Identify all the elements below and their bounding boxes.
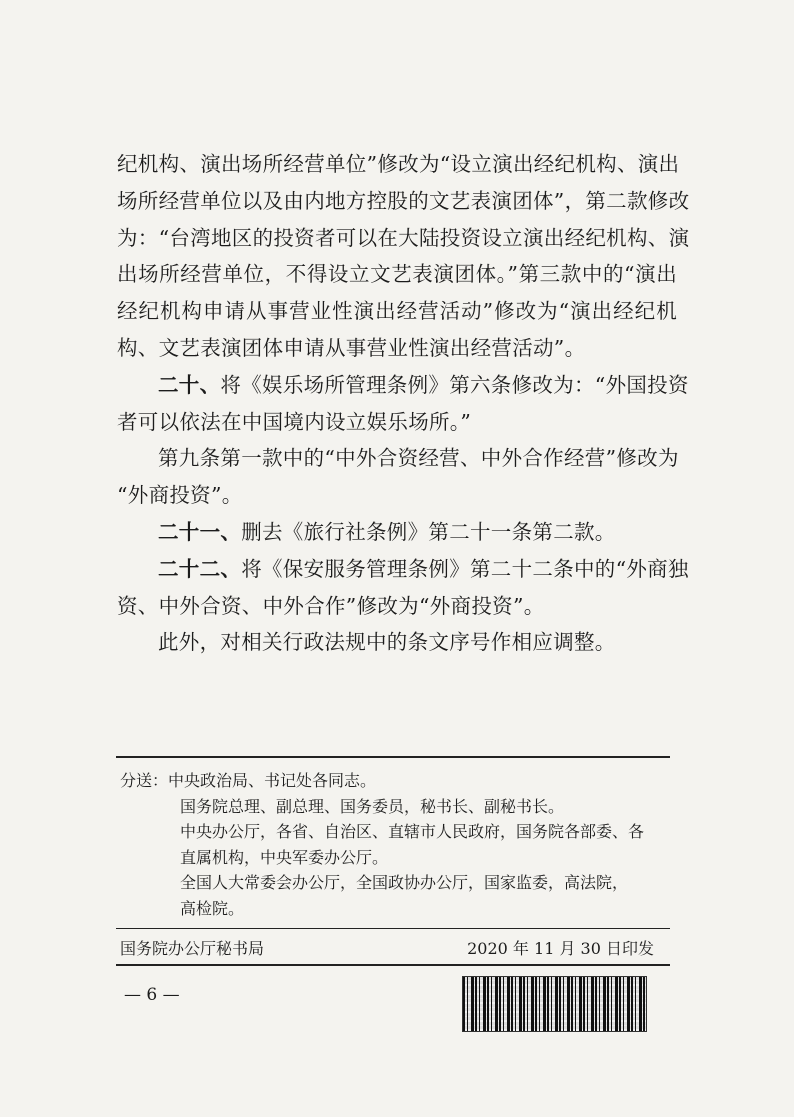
distribution-line: 中央办公厅，各省、自治区、直辖市人民政府，国务院各部委、各 [180,822,645,841]
body-line: 为：“台湾地区的投资者可以在大陆投资设立演出经纪机构、演 [117,225,690,250]
distribution-top-rule [116,756,670,758]
distribution-block [120,768,670,921]
distribution-line [120,768,670,794]
distribution-line: 直属机构，中央军委办公厅。 [180,847,389,867]
closing-line: 此外，对相关行政法规中的条文序号作相应调整。 [158,630,616,655]
issue-date: 2020 年 11 月 30 日印发 [467,939,654,958]
distribution-line: 全国人大常委会办公厅，全国政协办公厅，国家监委，高法院， [180,873,629,892]
item-21-number: 二十一、 [158,519,242,544]
item-20-para2-line-2: “外商投资”。 [117,483,243,508]
item-21-text: 删去《旅行社条例》第二十一条第二款。 [241,519,616,544]
item-22-line-2: 资、中外合资、中外合作”修改为“外商投资”。 [117,593,545,618]
body-line: 纪机构、演出场所经营单位”修改为“设立演出经纪机构、演出 [117,152,680,176]
distribution-line: 高检院。 [180,898,245,918]
item-22-number: 二十二、 [158,556,242,581]
item-22-text: 将《保安服务管理条例》第二十二条中的“外商独 [241,556,689,581]
distribution-entry: 中央政治局、书记处各同志。 [168,771,377,790]
page-number: — 6 — [124,985,180,1005]
footer-top-rule [116,928,670,929]
item-22-line-1 [117,551,689,588]
body-line: 场所经营单位以及由内地方控股的文艺表演团体”，第二款修改 [117,188,690,213]
issuer-row [120,936,654,959]
item-20-line-1 [117,367,689,404]
distribution-line: 国务院总理、副总理、国务委员，秘书长、副秘书长。 [180,796,565,816]
footer-bottom-rule [116,964,670,966]
body-line: 出场所经营单位，不得设立文艺表演团体。”第三款中的“演出 [117,262,677,287]
barcode-image [462,976,647,1032]
body-line: 构、文艺表演团体申请从事营业性演出经营活动”。 [117,335,586,360]
distribution-label: 分送： [120,771,169,790]
item-20-number: 二十、 [158,372,221,397]
item-20-line-2: 者可以依法在中国境内设立娱乐场所。” [117,409,472,434]
body-line: 经纪机构申请从事营业性演出经营活动”修改为“演出经纪机 [117,299,677,324]
document-body [117,146,690,661]
item-21 [117,514,677,551]
item-20-text: 将《娱乐场所管理条例》第六条修改为：“外国投资 [220,372,689,397]
item-20-para2-line-1: 第九条第一款中的“中外合资经营、中外合作经营”修改为 [158,446,679,471]
issuer-name: 国务院办公厅秘书局 [120,939,265,958]
